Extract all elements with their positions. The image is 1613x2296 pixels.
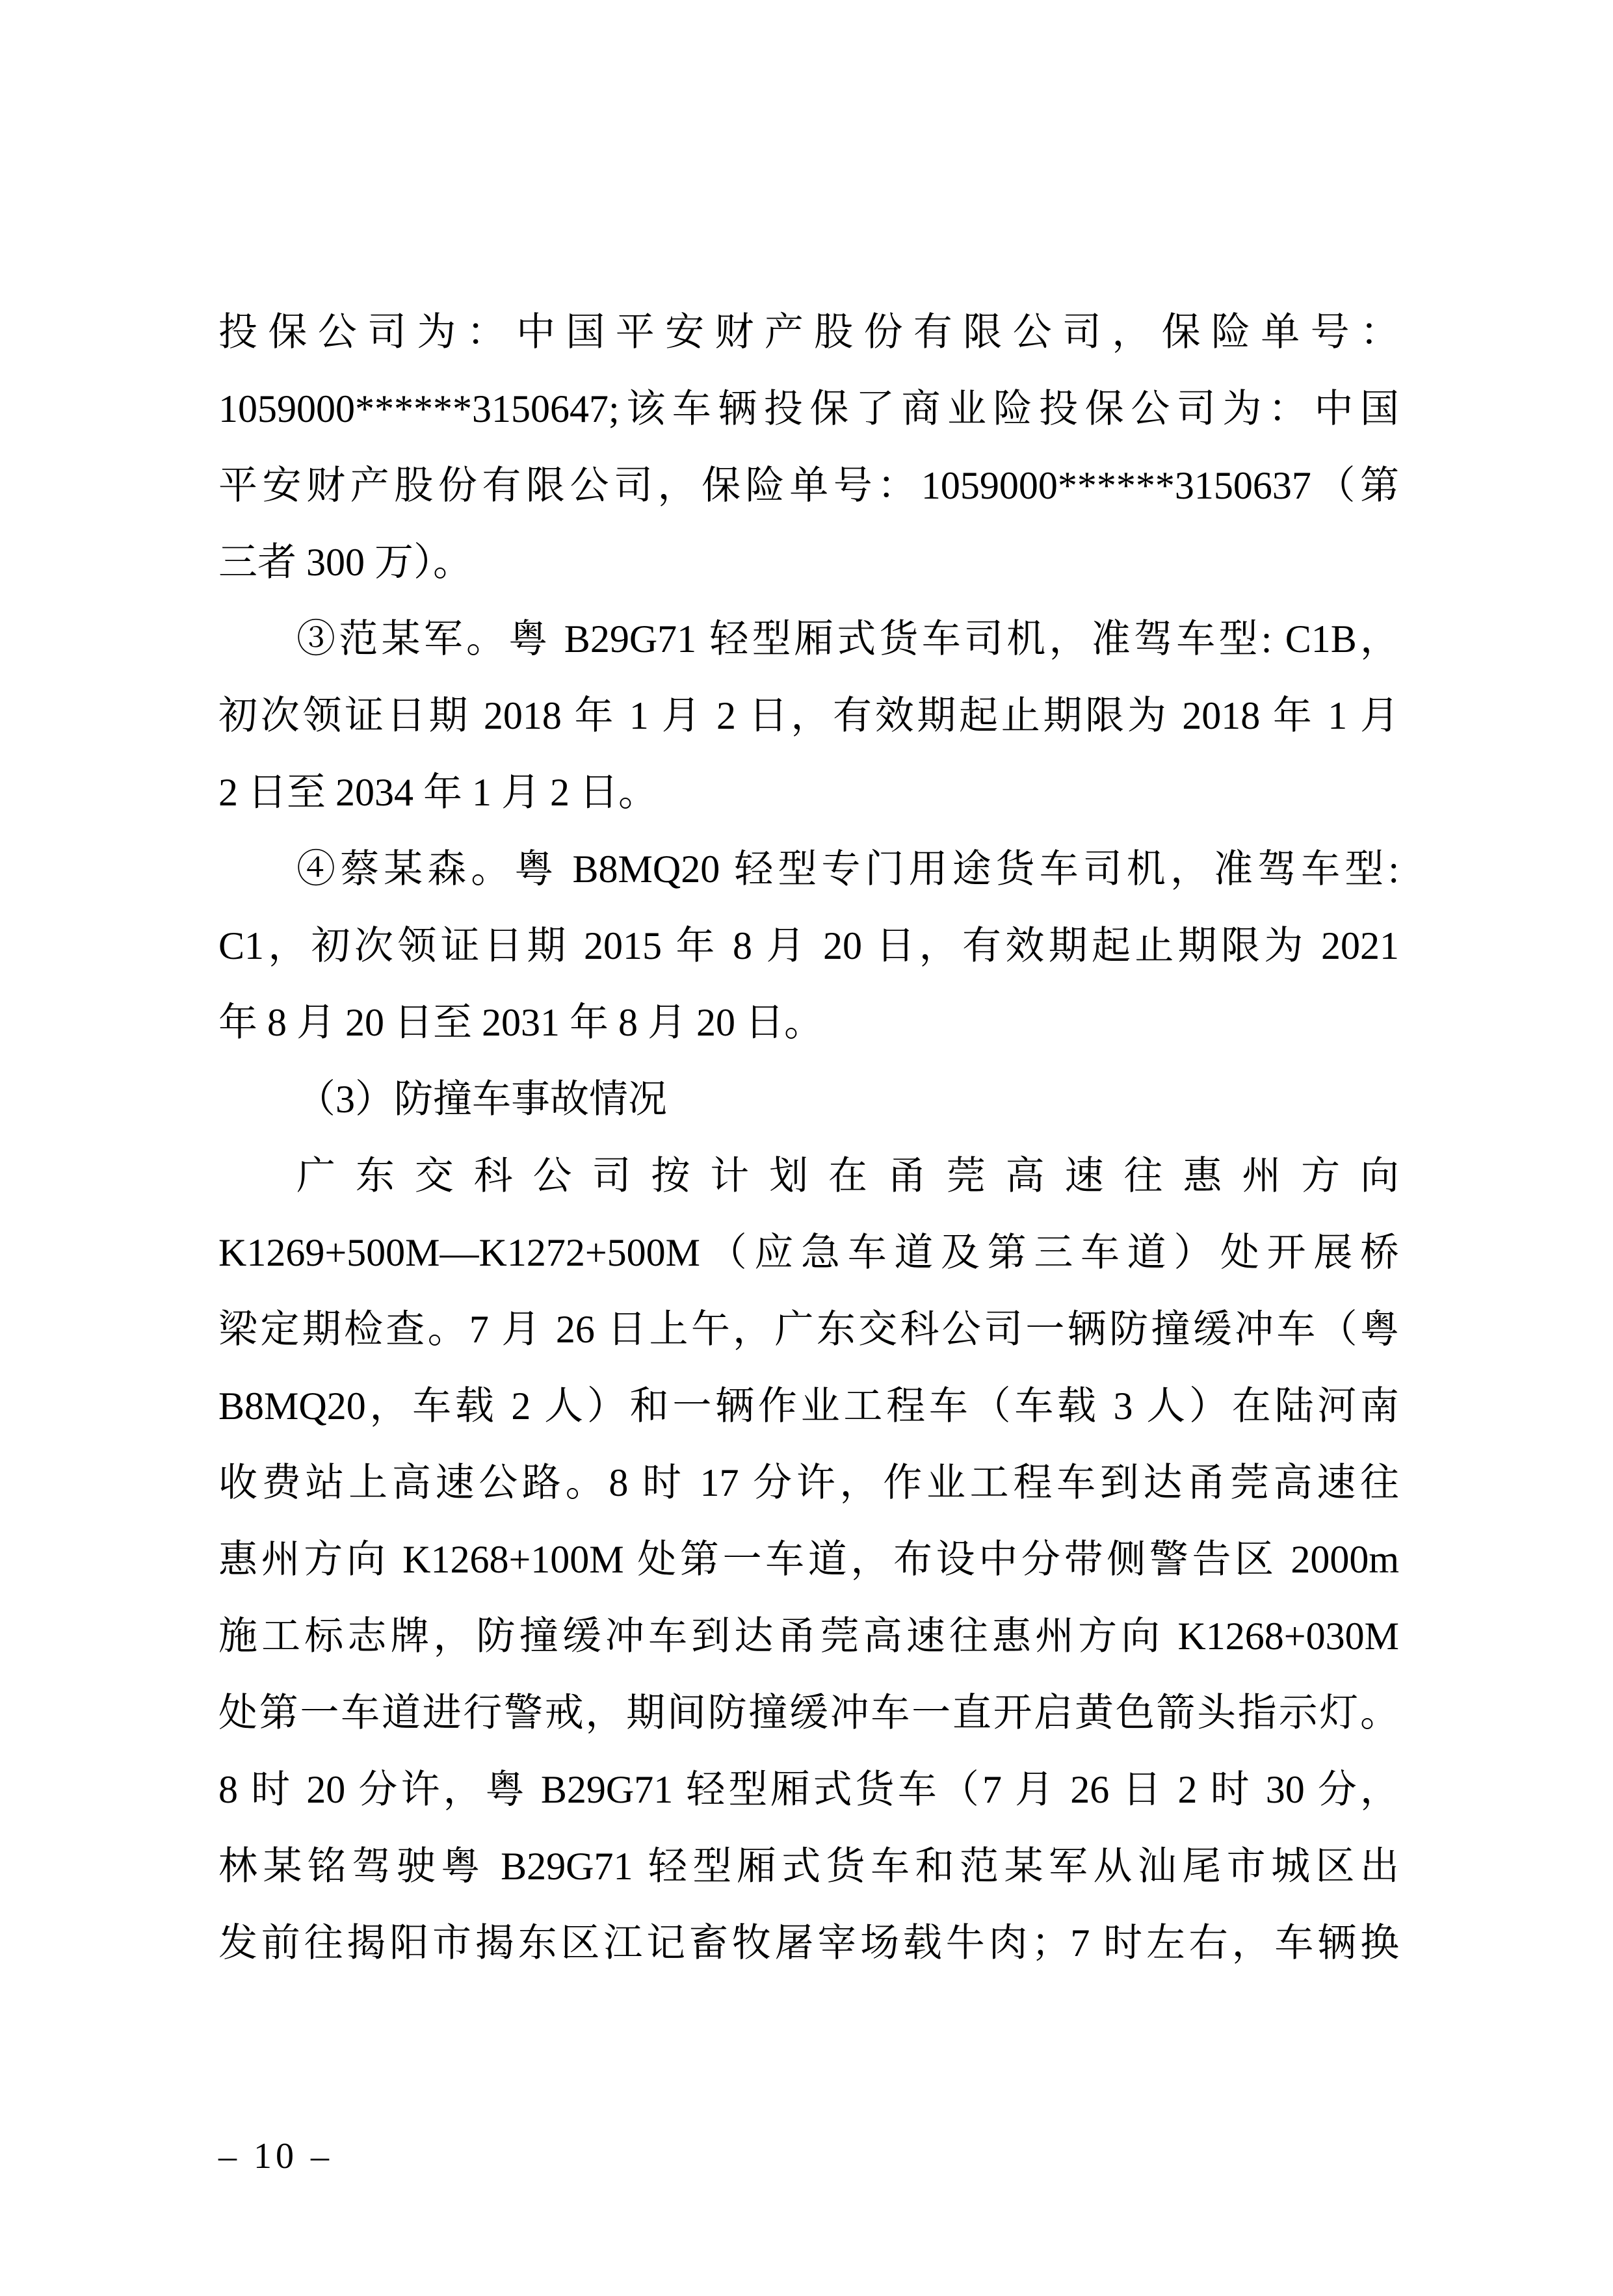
document-body bbox=[218, 294, 1399, 1981]
text-line: 处第一车道进行警戒，期间防撞缓冲车一直开启黄色箭头指示灯。 bbox=[218, 1691, 1399, 1734]
text-line: （3）防撞车事故情况 bbox=[296, 1078, 667, 1121]
text-line: 广东交科公司按计划在甬莞高速往惠州方向 bbox=[296, 1155, 1399, 1197]
text-line: 三者 300 万）。 bbox=[218, 541, 472, 584]
text-line: ③范某军。粤 B29G71 轻型厢式货车司机，准驾车型: C1B， bbox=[296, 618, 1399, 660]
text-line: 收费站上高速公路。8 时 17 分许，作业工程车到达甬莞高速往 bbox=[218, 1461, 1399, 1504]
text-line: B8MQ20，车载 2 人）和一辆作业工程车（车载 3 人）在陆河南 bbox=[218, 1385, 1399, 1428]
text-line: 1059000******3150647;该车辆投保了商业险投保公司为：中国 bbox=[218, 387, 1399, 430]
page-footer bbox=[218, 2133, 333, 2179]
text-line: ④蔡某森。粤 B8MQ20 轻型专门用途货车司机，准驾车型: bbox=[296, 848, 1399, 891]
text-line: 发前往揭阳市揭东区江记畜牧屠宰场载牛肉；7 时左右，车辆换 bbox=[218, 1922, 1399, 1964]
page-number: – 10 – bbox=[218, 2136, 333, 2176]
text-line: K1269+500M—K1272+500M（应急车道及第三车道）处开展桥 bbox=[218, 1231, 1399, 1274]
text-line: 初次领证日期 2018 年 1 月 2 日，有效期起止期限为 2018 年 1 月 bbox=[218, 694, 1399, 737]
text-line: 施工标志牌，防撞缓冲车到达甬莞高速往惠州方向 K1268+030M bbox=[218, 1615, 1399, 1658]
text-line: 8 时 20 分许，粤 B29G71 轻型厢式货车（7 月 26 日 2 时 30 分， bbox=[218, 1768, 1399, 1811]
text-line: 投保公司为：中国平安财产股份有限公司，保险单号： bbox=[218, 311, 1399, 354]
text-line: C1，初次领证日期 2015 年 8 月 20 日，有效期起止期限为 2021 bbox=[218, 924, 1399, 967]
text-line: 梁定期检查。7 月 26 日上午，广东交科公司一辆防撞缓冲车（粤 bbox=[218, 1308, 1399, 1351]
text-line: 2 日至 2034 年 1 月 2 日。 bbox=[218, 771, 657, 814]
text-line: 年 8 月 20 日至 2031 年 8 月 20 日。 bbox=[218, 1001, 823, 1044]
text-line: 平安财产股份有限公司，保险单号：1059000******3150637（第 bbox=[218, 464, 1399, 507]
text-line: 惠州方向 K1268+100M 处第一车道，布设中分带侧警告区 2000m bbox=[218, 1538, 1399, 1581]
text-line: 林某铭驾驶粤 B29G71 轻型厢式货车和范某军从汕尾市城区出 bbox=[218, 1845, 1399, 1888]
